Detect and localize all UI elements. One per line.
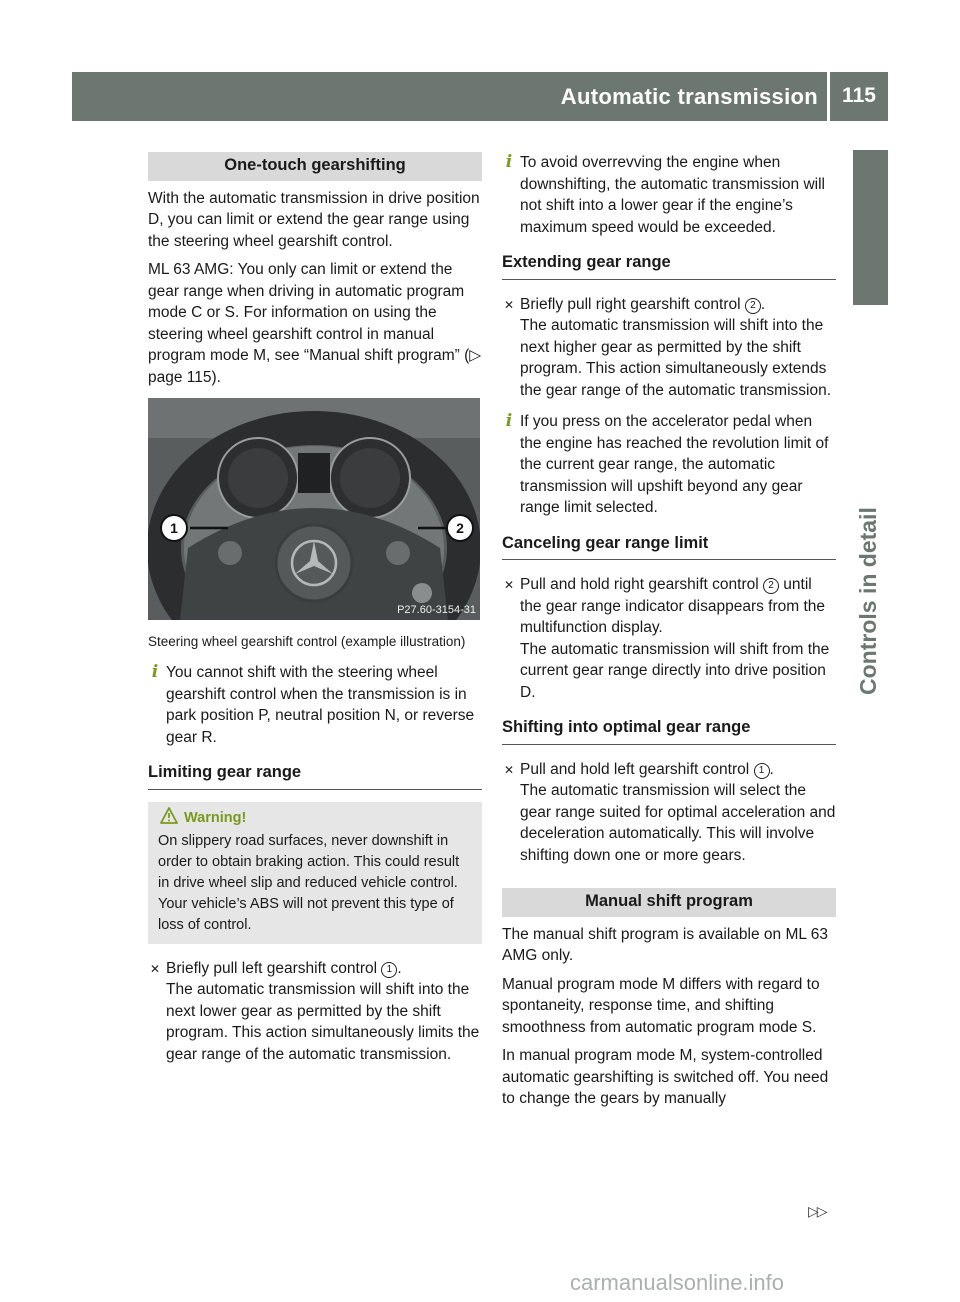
manual-paragraph-2: Manual program mode M differs with regard to spontaneity, response time, and shifting smoothness from automatic program mode S.: [502, 975, 820, 1036]
warning-triangle-icon: [160, 807, 178, 824]
page-number: 115: [842, 84, 876, 107]
photo-caption: Steering wheel gearshift control (example illustration): [148, 634, 466, 649]
callout-ref-2: 2: [763, 578, 779, 594]
instruction-step: [502, 759, 836, 867]
right-column: [502, 152, 836, 1117]
watermark: carmanualsonline.info: [570, 1270, 785, 1295]
steering-wheel-photo: [148, 398, 480, 620]
instruction-step: [148, 958, 482, 1066]
callout-ref-2: 2: [745, 298, 761, 314]
step-text-end: .: [760, 295, 766, 313]
side-tab-label: Controls in detail: [855, 507, 881, 695]
step-result: The automatic transmission will shift from the current gear range directly into drive position D.: [520, 640, 830, 701]
side-tab-marker: [853, 150, 888, 305]
amg-paragraph: ML 63 AMG: You only can limit or extend the gear range when driving in automatic program mode C or S. For information on using the steering wheel gearshift control in manual program mode M, see “Manual shift program” (▷ page 115).: [148, 261, 482, 386]
step-result: The automatic transmission will shift into the next lower gear as permitted by the shift program. This action simultaneously limits the gear range of the automatic transmission.: [166, 981, 480, 1063]
info-icon: i: [505, 152, 513, 172]
instruction-step: [502, 574, 836, 703]
step-text: Pull and hold right gearshift control: [520, 576, 763, 593]
step-text: Briefly pull left gearshift control: [166, 959, 382, 977]
step-arrow-icon: ✕: [504, 297, 515, 312]
step-arrow-icon: ✕: [504, 762, 515, 777]
section-title-one-touch: One-touch gearshifting: [148, 152, 482, 181]
warning-heading: [158, 808, 474, 829]
warning-title: Warning!: [184, 809, 247, 826]
continued-marker: ▷▷: [808, 1203, 826, 1219]
subhead-limiting: Limiting gear range: [148, 762, 482, 790]
step-result: The automatic transmission will select the gear range suited for optimal acceleration and deceleration automatically. This will involve shifting down one or more gears.: [520, 782, 836, 864]
subhead-optimal: Shifting into optimal gear range: [502, 717, 836, 745]
info-note: [502, 152, 836, 238]
step-text-end: .: [769, 760, 774, 778]
left-column: [148, 152, 482, 1075]
warning-text: On slippery road surfaces, never downshift in order to obtain braking action. This could result in drive wheel slip and reduced vehicle control. Your vehicle’s ABS will not prevent this type of loss of control.: [158, 832, 460, 933]
subhead-extending: Extending gear range: [502, 252, 836, 280]
header-divider: [827, 72, 830, 121]
info-icon: i: [505, 411, 513, 431]
section-title-manual: Manual shift program: [502, 888, 836, 917]
info-text: You cannot shift with the steering wheel gearshift control when the transmission is in park position P, neutral position N, or reverse gear R.: [166, 664, 475, 746]
step-arrow-icon: ✕: [150, 961, 161, 976]
instruction-step: [502, 294, 836, 402]
info-icon: i: [151, 662, 159, 682]
page-header: [72, 72, 888, 121]
callout-1-label: 1: [170, 520, 178, 536]
step-text: Pull and hold left gearshift control: [520, 760, 754, 778]
intro-paragraph: With the automatic transmission in drive position D, you can limit or extend the gear range using the steering wheel gearshift control.: [148, 189, 480, 250]
warning-box: [148, 802, 482, 944]
info-note: [502, 411, 836, 519]
steering-wheel-illustration: [148, 398, 480, 620]
info-text: If you press on the accelerator pedal when the engine has reached the revolution limit of the current gear range, the automatic transmission will upshift beyond any gear range limit selected.: [520, 413, 829, 516]
callout-2-label: 2: [456, 520, 464, 536]
step-result: The automatic transmission will shift into the next higher gear as permitted by the shift program. This action simultaneously extends the gear range of the automatic transmission.: [520, 317, 832, 399]
callout-ref-1: 1: [381, 962, 397, 978]
manual-paragraph-3: In manual program mode M, system-controlled automatic gearshifting is switched off. You need to change the gears by manually: [502, 1047, 829, 1107]
subhead-canceling: Canceling gear range limit: [502, 533, 836, 561]
info-text: To avoid overrevving the engine when downshifting, the automatic transmission will not shift into a lower gear if the engine’s maximum speed would be exceeded.: [520, 154, 825, 236]
step-text-end: until the gear range indicator disappears from the multifunction display.: [520, 576, 826, 636]
callout-ref-1: 1: [754, 763, 770, 779]
photo-code: P27.60-3154-31: [397, 604, 476, 616]
chapter-title: Automatic transmission: [560, 84, 818, 109]
step-text-end: .: [397, 959, 402, 977]
manual-paragraph-1: The manual shift program is available on ML 63 AMG only.: [502, 925, 828, 964]
step-text: Briefly pull right gearshift control: [520, 295, 745, 313]
step-arrow-icon: ✕: [504, 578, 515, 592]
info-note: [148, 662, 482, 748]
